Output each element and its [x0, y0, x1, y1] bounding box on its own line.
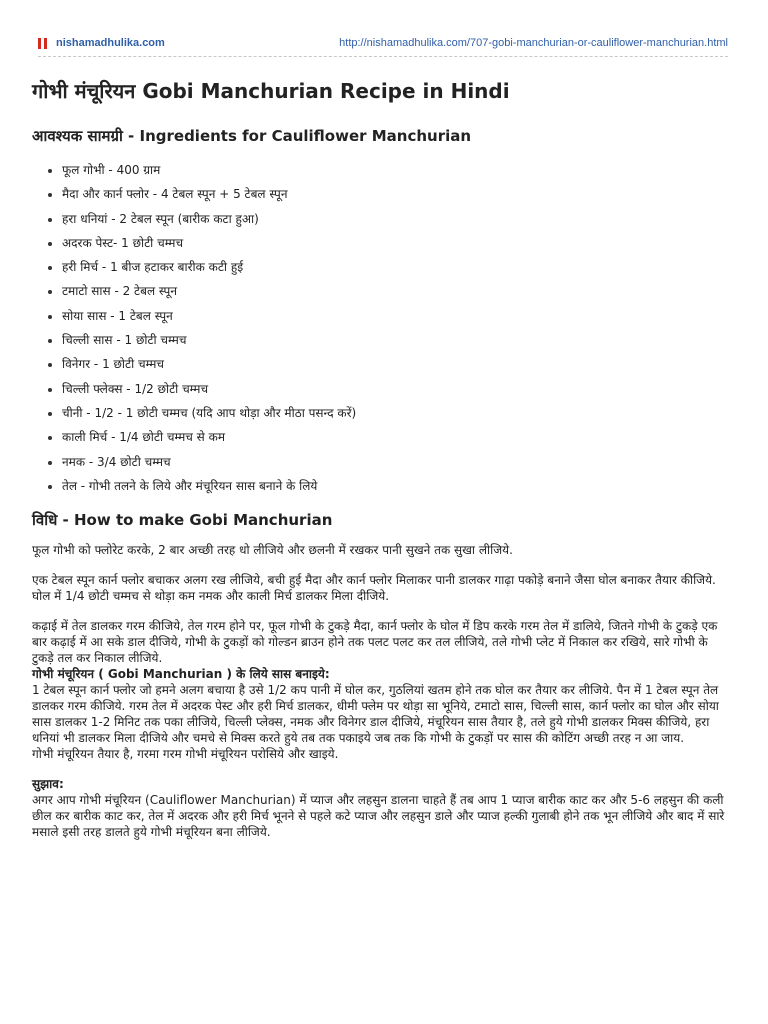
tip-text: अगर आप गोभी मंचूरियन (Cauliflower Manchurian) में प्याज और लहसुन डालना चाहते हैं तब आप 1 प्याज बारीक काट कर और 5-6 लहसुन की कली छील कर बारीक काट कर, तेल में अदरक और हरी मिर्च भूनने से पहले कटे प्याज और लहसुन डाले और प्याज हल्की गुलाबी होने तक भून लीजिये और बाद में सारे मसाले इसी तरह डालते हुये गोभी मंचूरियन बना लीजिये.	[32, 793, 725, 840]
ingredient-item: चिल्ली फ्लेक्स - 1/2 छोटी चम्मच	[48, 377, 730, 401]
nishamadhulika-logo-icon	[38, 38, 47, 49]
sauce-instructions: 1 टेबल स्पून कार्न फ्लोर जो हमने अलग बचाया है उसे 1/2 कप पानी में घोल कर, गुठलियां खतम होने तक घोल कर तैयार कर लीजिये. पैन में 1 टेबल स्पून तेल डालकर गरम कीजिये. गरम तेल में अदरक पेस्ट और हरी मिर्च डालकर, धीमी फ्लेम पर थोड़ा सा भूनिये, टमाटो सास, चिल्ली सास, कार्न फ्लोर का घोल और सोया सास डालकर 1-2 मिनिट तक पका लीजिये, चिल्ली प्लेक्स, नमक और विनेगर डाल दीजिये, मंचूरियन सास तैयार है, तले हुये गोभी डालकर मिक्स कीजिये, हरा धनियां भी डालकर मिला दीजिये और चमचे से मिक्स करते हुये तब तक पकाइये जब तक कि गोभी के टुकड़ों पर सास की कोटिंग अच्छी तरह न आ जाय.	[32, 683, 719, 746]
ingredient-item: नमक - 3/4 छोटी चम्मच	[48, 450, 730, 474]
serving-note: गोभी मंचूरियन तैयार है, गरमा गरम गोभी मंचूरियन परोसिये और खाइये.	[32, 747, 339, 762]
ingredient-item: टमाटो सास - 2 टेबल स्पून	[48, 279, 730, 303]
ingredients-heading: आवश्यक सामग्री - Ingredients for Cauliflower Manchurian	[32, 127, 472, 145]
ingredient-item: तेल - गोभी तलने के लिये और मंचूरियन सास बनाने के लिये	[48, 474, 730, 498]
page-url-link[interactable]: http://nishamadhulika.com/707-gobi-manchurian-or-cauliflower-manchurian.html	[339, 37, 728, 49]
ingredient-item: विनेगर - 1 छोटी चम्मच	[48, 352, 730, 376]
page-header	[38, 30, 728, 57]
recipe-content	[32, 76, 730, 854]
ingredient-item: फूल गोभी - 400 ग्राम	[48, 158, 730, 182]
site-brand[interactable]	[38, 37, 165, 49]
ingredient-item: काली मिर्च - 1/4 छोटी चम्मच से कम	[48, 425, 730, 449]
ingredient-item: चीनी - 1/2 - 1 छोटी चम्मच (यदि आप थोड़ा और मीठा पसन्द करें)	[48, 401, 730, 425]
method-step-1: फूल गोभी को फ्लोरेट करके, 2 बार अच्छी तरह धो लीजिये और छलनी में रखकर पानी सुखने तक सुखा लीजिये.	[32, 543, 513, 558]
ingredient-item: चिल्ली सास - 1 छोटी चम्मच	[48, 328, 730, 352]
site-name[interactable]: nishamadhulika.com	[56, 37, 165, 49]
ingredient-item: मैदा और कार्न फ्लोर - 4 टेबल स्पून + 5 टेबल स्पून	[48, 182, 730, 206]
ingredient-item: सोया सास - 1 टेबल स्पून	[48, 304, 730, 328]
method-heading: विधि - How to make Gobi Manchurian	[32, 511, 333, 530]
ingredient-item: हरा धनियां - 2 टेबल स्पून (बारीक कटा हुआ)	[48, 207, 730, 231]
method-step-2: एक टेबल स्पून कार्न फ्लोर बचाकर अलग रख लीजिये, बची हुई मैदा और कार्न फ्लोर मिलाकर पानी डालकर गाढ़ा पकोड़े बनाने जैसा घोल बनाकर तैयार कीजिये. घोल में 1/4 छोटी चम्मच से थोड़ा कम नमक और काली मिर्च डालकर मिला दीजिये.	[32, 573, 716, 604]
ingredients-list	[32, 158, 730, 498]
method-step-3: कढ़ाई में तेल डालकर गरम कीजिये, तेल गरम होने पर, फूल गोभी के टुकड़े मैदा, कार्न फ्लोर के घोल में डिप करके गरम तेल में डालिये, जितने गोभी के टुकड़े एक बार कढ़ाई में आ सके डाल दीजिये, गोभी के टुकड़ों को गोल्डन ब्राउन होने तक पलट पलट कर तल लीजिये, तले गोभी प्लेट में निकाल कर रखिये, सारे गोभी के टुकड़े तल कर निकाल लीजिये.	[32, 619, 718, 666]
ingredient-item: अदरक पेस्ट- 1 छोटी चम्मच	[48, 231, 730, 255]
sauce-heading: गोभी मंचूरियन ( Gobi Manchurian ) के लिये सास बनाइये:	[32, 667, 330, 682]
tip-label: सुझाव:	[32, 777, 64, 792]
recipe-title: गोभी मंचूरियन Gobi Manchurian Recipe in Hindi	[32, 79, 510, 103]
ingredient-item: हरी मिर्च - 1 बीज हटाकर बारीक कटी हुई	[48, 255, 730, 279]
